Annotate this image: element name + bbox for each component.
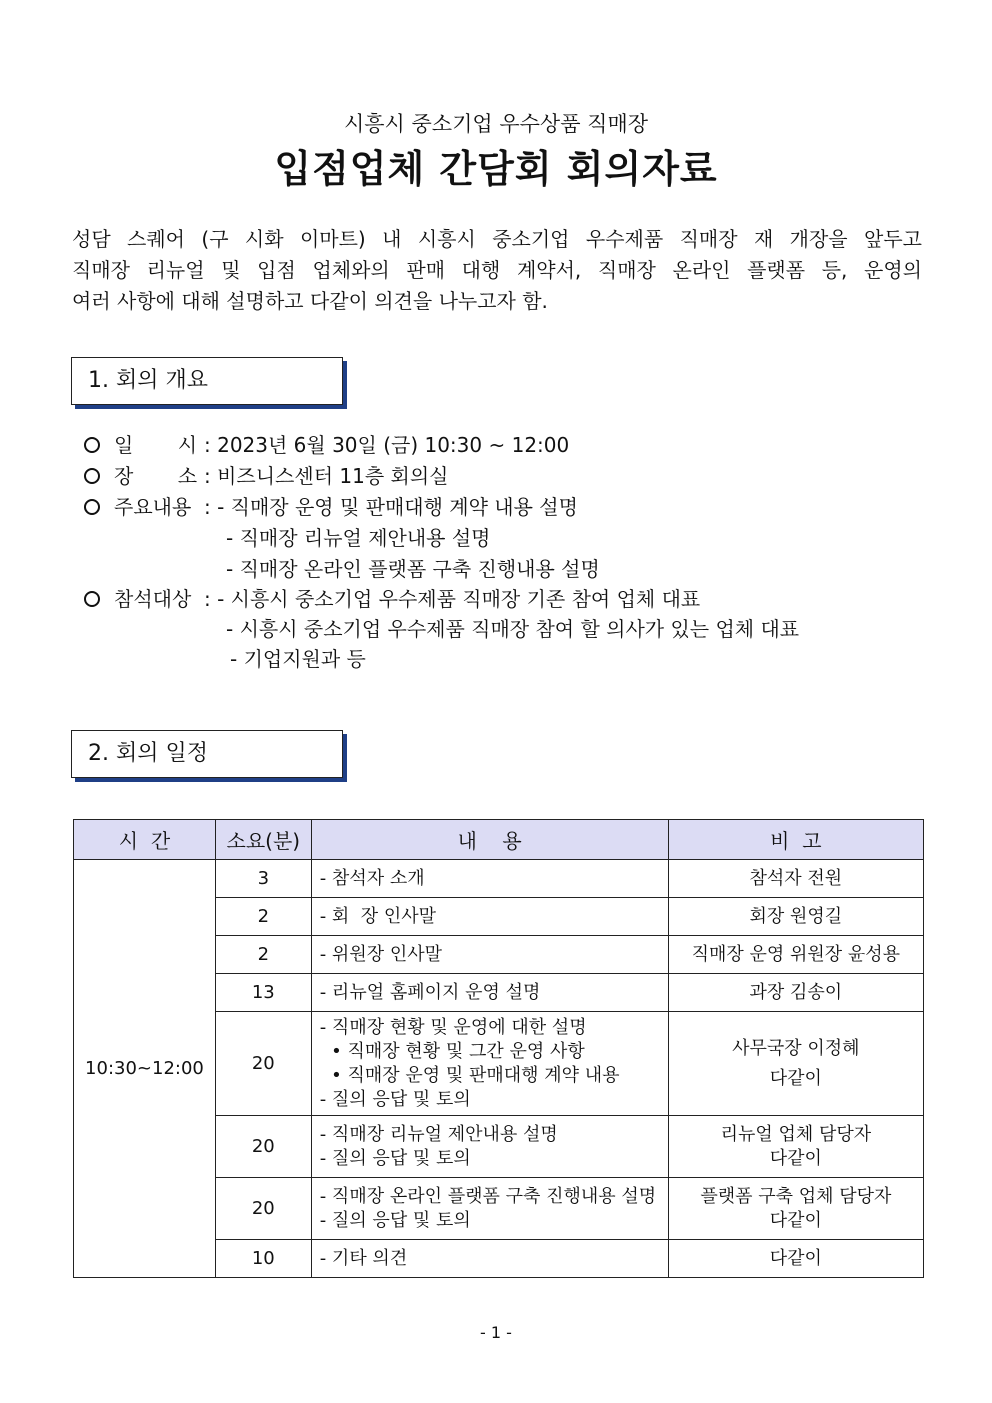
attendee-label: 참석대상: [114, 587, 192, 611]
content-line: - 질의 응답 및 토의: [319, 1088, 471, 1110]
schedule-table: [73, 819, 924, 1278]
content-cell: [311, 1012, 668, 1116]
content-line: - 기타 의견: [319, 1247, 408, 1269]
note-line: 리뉴얼 업체 담당자: [720, 1123, 872, 1145]
note-cell: [668, 860, 923, 898]
content-line: • 직매장 운영 및 판매대행 계약 내용: [319, 1064, 620, 1086]
section-heading-overview: 1. 회의 개요: [71, 357, 343, 405]
content-cell: [311, 860, 668, 898]
page-number: - 1 -: [480, 1323, 512, 1342]
agenda-item: - 직매장 리뉴얼 제안내용 설명: [226, 526, 491, 550]
note-line: 플랫폼 구축 업체 담당자: [700, 1185, 892, 1207]
table-row: [74, 860, 924, 898]
attendee-item: - 시흥시 중소기업 우수제품 직매장 참여 할 의사가 있는 업체 대표: [226, 617, 800, 641]
attendee-item: : - 시흥시 중소기업 우수제품 직매장 기존 참여 업체 대표: [204, 587, 701, 611]
content-line: - 위원장 인사말: [319, 943, 442, 965]
minutes-cell: 2: [215, 898, 311, 936]
note-cell: [668, 1116, 923, 1178]
content-cell: [311, 1240, 668, 1278]
time-cell: 10:30~12:00: [74, 860, 216, 1278]
minutes-cell: 20: [215, 1116, 311, 1178]
header-content: 내 용: [311, 820, 668, 860]
header-note: 비 고: [668, 820, 923, 860]
note-line: 참석자 전원: [749, 867, 843, 889]
document-subtitle: 시흥시 중소기업 우수상품 직매장: [343, 112, 649, 136]
note-line: 다같이: [769, 1247, 822, 1269]
document-title: 입점업체 간담회 회의자료: [274, 147, 718, 191]
note-line: 다같이: [769, 1209, 822, 1231]
content-line: - 직매장 리뉴얼 제안내용 설명: [319, 1123, 558, 1145]
minutes-cell: 2: [215, 936, 311, 974]
content-cell: [311, 936, 668, 974]
intro-line: 직매장 리뉴얼 및 입점 업체와의 판매 대행 계약서, 직매장 온라인 플랫폼 등, 운영의: [72, 258, 922, 282]
minutes-cell: 13: [215, 974, 311, 1012]
agenda-item: - 직매장 온라인 플랫폼 구축 진행내용 설명: [226, 557, 600, 581]
agenda-item: : - 직매장 운영 및 판매대행 계약 내용 설명: [204, 495, 578, 519]
content-line: - 직매장 온라인 플랫폼 구축 진행내용 설명: [319, 1185, 657, 1207]
note-line: 사무국장 이정혜: [732, 1037, 860, 1059]
intro-line: 성담 스퀘어 (구 시화 이마트) 내 시흥시 중소기업 우수제품 직매장 재 개장을 앞두고: [72, 227, 922, 251]
place-label-char: 소: [177, 464, 198, 488]
minutes-cell: 20: [215, 1178, 311, 1240]
date-label-char: 일: [114, 433, 134, 457]
content-cell: [311, 974, 668, 1012]
circle-bullet-icon: [84, 499, 100, 515]
note-cell: [668, 936, 923, 974]
circle-bullet-icon: [84, 437, 100, 453]
content-line: - 회 장 인사말: [319, 905, 437, 927]
content-cell: [311, 1178, 668, 1240]
header-time: 시 간: [74, 820, 216, 860]
note-line: 회장 원영길: [749, 905, 843, 927]
intro-paragraph: [72, 224, 922, 317]
date-label-char: 시: [177, 433, 198, 457]
attendee-item: - 기업지원과 등: [230, 647, 366, 671]
note-cell: [668, 898, 923, 936]
note-cell: [668, 1178, 923, 1240]
date-value: : 2023년 6월 30일 (금) 10:30 ~ 12:00: [204, 433, 570, 457]
minutes-cell: 3: [215, 860, 311, 898]
circle-bullet-icon: [84, 591, 100, 607]
content-line: - 참석자 소개: [319, 867, 425, 889]
note-line: 다같이: [769, 1067, 822, 1089]
note-cell: [668, 1240, 923, 1278]
content-line: - 직매장 현황 및 운영에 대한 설명: [319, 1016, 587, 1038]
place-label-char: 장: [114, 464, 134, 488]
intro-line: 여러 사항에 대해 설명하고 다같이 의견을 나누고자 함.: [72, 289, 548, 313]
section-heading-schedule: 2. 회의 일정: [71, 730, 343, 778]
content-cell: [311, 1116, 668, 1178]
content-line: - 질의 응답 및 토의: [319, 1147, 471, 1169]
circle-bullet-icon: [84, 468, 100, 484]
note-cell: [668, 974, 923, 1012]
content-line: - 리뉴얼 홈페이지 운영 설명: [319, 981, 541, 1003]
content-line: - 질의 응답 및 토의: [319, 1209, 471, 1231]
note-line: 다같이: [769, 1147, 822, 1169]
agenda-label: 주요내용: [114, 495, 192, 519]
minutes-cell: 20: [215, 1012, 311, 1116]
content-line: • 직매장 현황 및 그간 운영 사항: [319, 1040, 585, 1062]
place-value: : 비즈니스센터 11층 회의실: [204, 464, 449, 488]
header-minutes: 소요(분): [215, 820, 311, 860]
table-header-row: [74, 820, 924, 860]
note-line: 직매장 운영 위원장 윤성용: [691, 943, 901, 965]
note-line: 과장 김송이: [749, 981, 843, 1003]
content-cell: [311, 898, 668, 936]
minutes-cell: 10: [215, 1240, 311, 1278]
note-cell: [668, 1012, 923, 1116]
